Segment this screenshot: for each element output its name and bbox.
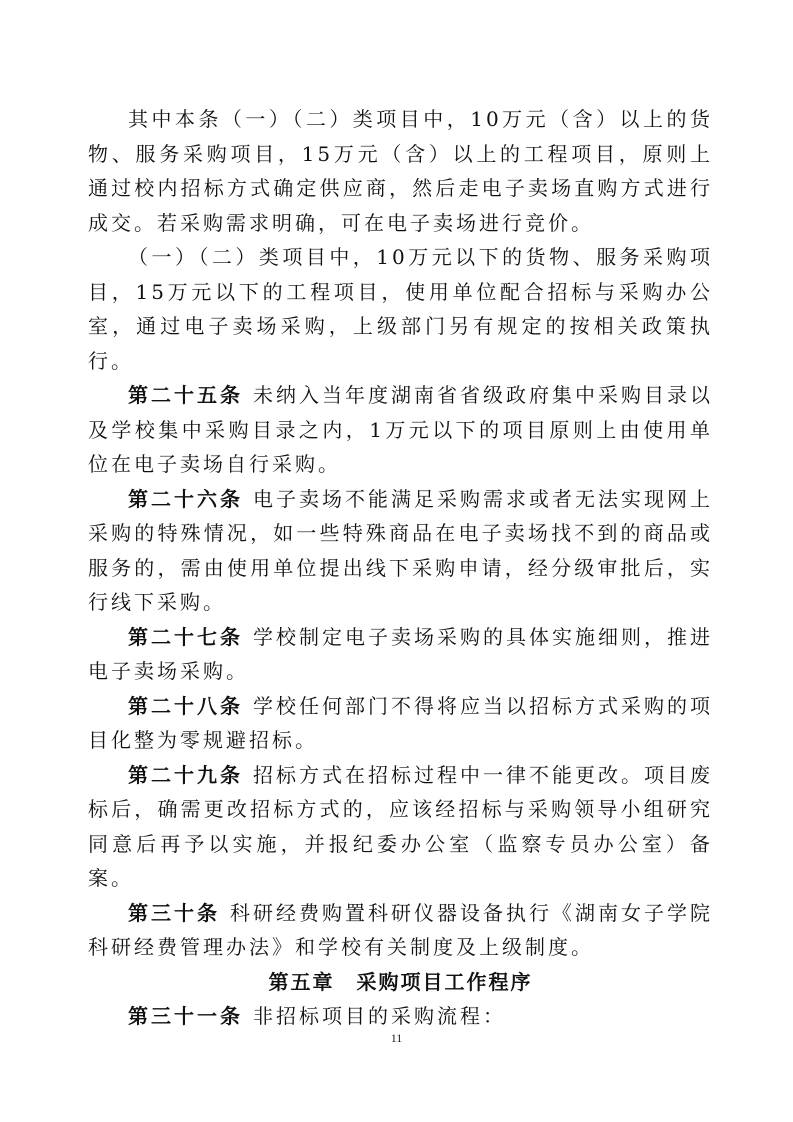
article-30 bbox=[88, 896, 713, 965]
article-label: 第二十五条 bbox=[128, 383, 243, 407]
article-label: 第二十八条 bbox=[128, 693, 243, 718]
paragraph-text: 其中本条（一）（二）类项目中，10万元（含）以上的货物、服务采购项目，15万元（含）以上的工程项目，原则上通过校内招标方式确定供应商，然后走电子卖场直购方式进行成交。若采购需求明确，可在电子卖场进行竞价。 bbox=[88, 107, 713, 235]
article-label: 第二十六条 bbox=[128, 486, 243, 511]
article-text: 未纳入当年度湖南省省级政府集中采购目录以及学校集中采购目录之内，1万元以下的项目原则上由使用单位在电子卖场自行采购。 bbox=[88, 383, 713, 476]
article-26 bbox=[88, 482, 713, 620]
document-body bbox=[88, 102, 713, 1034]
article-text: 招标方式在招标过程中一律不能更改。项目废标后，确需更改招标方式的，应该经招标与采购领导小组研究同意后再予以实施，并报纪委办公室（监察专员办公室）备案。 bbox=[88, 762, 713, 890]
chapter-number: 第五章 bbox=[268, 969, 335, 994]
article-label: 第三十条 bbox=[128, 900, 220, 925]
page-number: 11 bbox=[390, 1031, 403, 1045]
article-text: 学校任何部门不得将应当以招标方式采购的项目化整为零规避招标。 bbox=[88, 693, 713, 752]
article-label: 第三十一条 bbox=[128, 1004, 243, 1028]
article-28 bbox=[88, 689, 713, 758]
article-text: 学校制定电子卖场采购的具体实施细则，推进电子卖场采购。 bbox=[88, 624, 713, 683]
paragraph-sub-items bbox=[88, 240, 713, 378]
chapter-title: 采购项目工作程序 bbox=[356, 969, 533, 994]
article-29 bbox=[88, 758, 713, 896]
chapter-heading bbox=[88, 965, 713, 1000]
article-label: 第二十九条 bbox=[128, 762, 243, 787]
article-31 bbox=[88, 999, 713, 1034]
article-text: 科研经费购置科研仪器设备执行《湖南女子学院科研经费管理办法》和学校有关制度及上级制度。 bbox=[88, 900, 713, 959]
article-label: 第二十七条 bbox=[128, 624, 243, 649]
article-text: 电子卖场不能满足采购需求或者无法实现网上采购的特殊情况，如一些特殊商品在电子卖场找不到的商品或服务的，需由使用单位提出线下采购申请，经分级审批后，实行线下采购。 bbox=[88, 486, 713, 614]
paragraph-text: （一）（二）类项目中，10万元以下的货物、服务采购项目，15万元以下的工程项目，使用单位配合招标与采购办公室，通过电子卖场采购，上级部门另有规定的按相关政策执行。 bbox=[88, 245, 713, 373]
article-25 bbox=[88, 378, 713, 482]
paragraph-clause-continuation bbox=[88, 102, 713, 240]
article-27 bbox=[88, 620, 713, 689]
article-text: 非招标项目的采购流程： bbox=[253, 1004, 506, 1028]
